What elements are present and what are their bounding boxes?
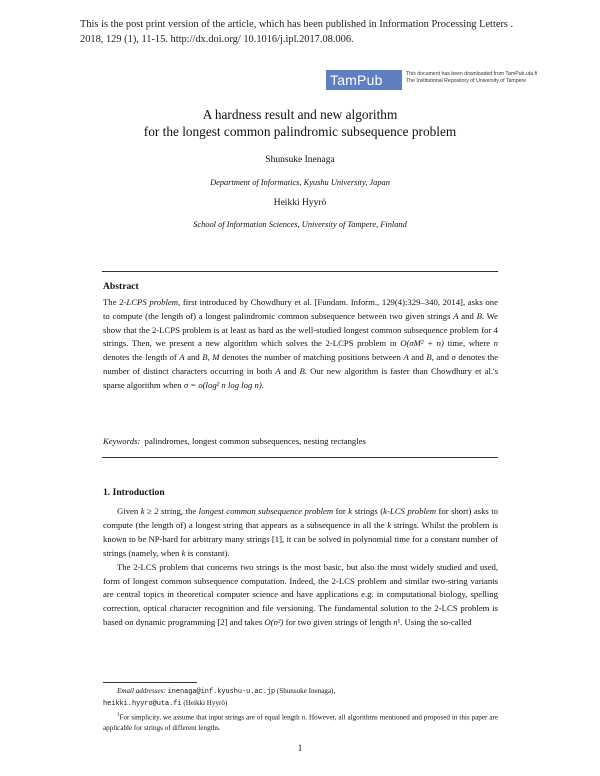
section-heading-introduction: 1. Introduction	[103, 487, 165, 498]
abstract-heading: Abstract	[103, 281, 139, 292]
title-line-1: A hardness result and new algorithm	[202, 107, 398, 122]
intro-paragraph-1: Given k ≥ 2 string, the longest common subsequence problem for k strings (k-LCS problem for short) asks to compute (the length of) a longest string that appears as a subsequence in all the k strings. Whilst the problem is known to be NP-hard for arbitrary many strings [1], it can be solved in polynomial time for a constant number of strings (namely, when k is constant).	[103, 506, 499, 558]
email-link-2[interactable]: heikki.hyyro@uta.fi	[103, 700, 182, 708]
postprint-line-1: This is the post print version of the article, which has been published in Information Processing Letters .	[80, 19, 514, 30]
keywords-list: palindromes, longest common subsequences, nesting rectangles	[144, 436, 366, 446]
email-footnote: Email addresses: inenaga@inf.kyushu-u.ac.jp (Shunsuke Inenaga),	[117, 687, 336, 696]
footnote-rule	[103, 682, 197, 683]
page-number: 1	[297, 744, 303, 754]
postprint-notice	[80, 18, 580, 47]
email-footnote-cont: heikki.hyyro@uta.fi (Heikki Hyyrö)	[103, 699, 228, 708]
footnotes	[103, 686, 498, 734]
tampub-logo-caption	[406, 71, 538, 85]
author-1-affiliation: Department of Informatics, Kyushu University, Japan	[210, 178, 390, 187]
keywords-label: Keywords:	[103, 436, 141, 446]
logo-caption-line-1: This document has been downloaded from TamPub.uta.fi	[406, 71, 538, 77]
author-1-name: Shunsuke Inenaga	[265, 155, 335, 165]
email-link-1[interactable]: inenaga@inf.kyushu-u.ac.jp	[167, 688, 276, 696]
paper-title	[60, 106, 540, 140]
logo-caption-line-2: The Institutional Repository of University of Tampere	[406, 78, 527, 84]
abstract-top-rule	[102, 271, 498, 272]
introduction-text	[103, 505, 498, 630]
abstract-text: The 2-LCPS problem, first introduced by Chowdhury et al. [Fundam. Inform., 129(4):329–340, 2014], asks one to compute (the length of) a longest palindromic common subsequence between two given strings A and B. We show that the 2-LCPS problem is at least as hard as the well-studied longest common subsequence problem for 4 strings. Then, we present a new algorithm which solves the 2-LCPS problem in O(σM² + n) time, where n denotes the length of A and B, M denotes the number of matching positions between A and B, and σ denotes the number of distinct characters occurring in both A and B. Our new algorithm is faster than Chowdhury et al.'s sparse algorithm when σ = o(log² n log log n).	[103, 297, 499, 390]
title-line-2: for the longest common palindromic subsequence problem	[143, 124, 457, 139]
tampub-logo-mark: TamPub	[326, 70, 402, 90]
keywords	[103, 436, 366, 446]
postprint-line-2: 2018, 129 (1), 11-15. http://dx.doi.org/ 10.1016/j.ipl.2017.08.006.	[80, 33, 354, 45]
intro-paragraph-2: The 2-LCS problem that concerns two strings is the most basic, but also the most widely studied and used, form of longest common subsequence computation. Indeed, the 2-LCS problem and similar two-string variants are central topics in theoretical computer science and have applications e.g. in computational biology, spelling correction, optical character recognition and file versioning. The fundamental solution to the 2-LCS problem is based on dynamic programming [2] and takes O(n²) for two given strings of length n¹. Using the so-called	[103, 561, 498, 628]
author-2-name: Heikki Hyyrö	[273, 198, 327, 208]
abstract-bottom-rule	[102, 457, 498, 458]
author-2-affiliation: School of Information Sciences, University of Tampere, Finland	[193, 220, 407, 229]
footnote-1: $^1$For simplicity, we assume that input strings are of equal length n. However, all algorithms mentioned and proposed in this paper are applicable for strings of different lengths.	[103, 713, 498, 733]
